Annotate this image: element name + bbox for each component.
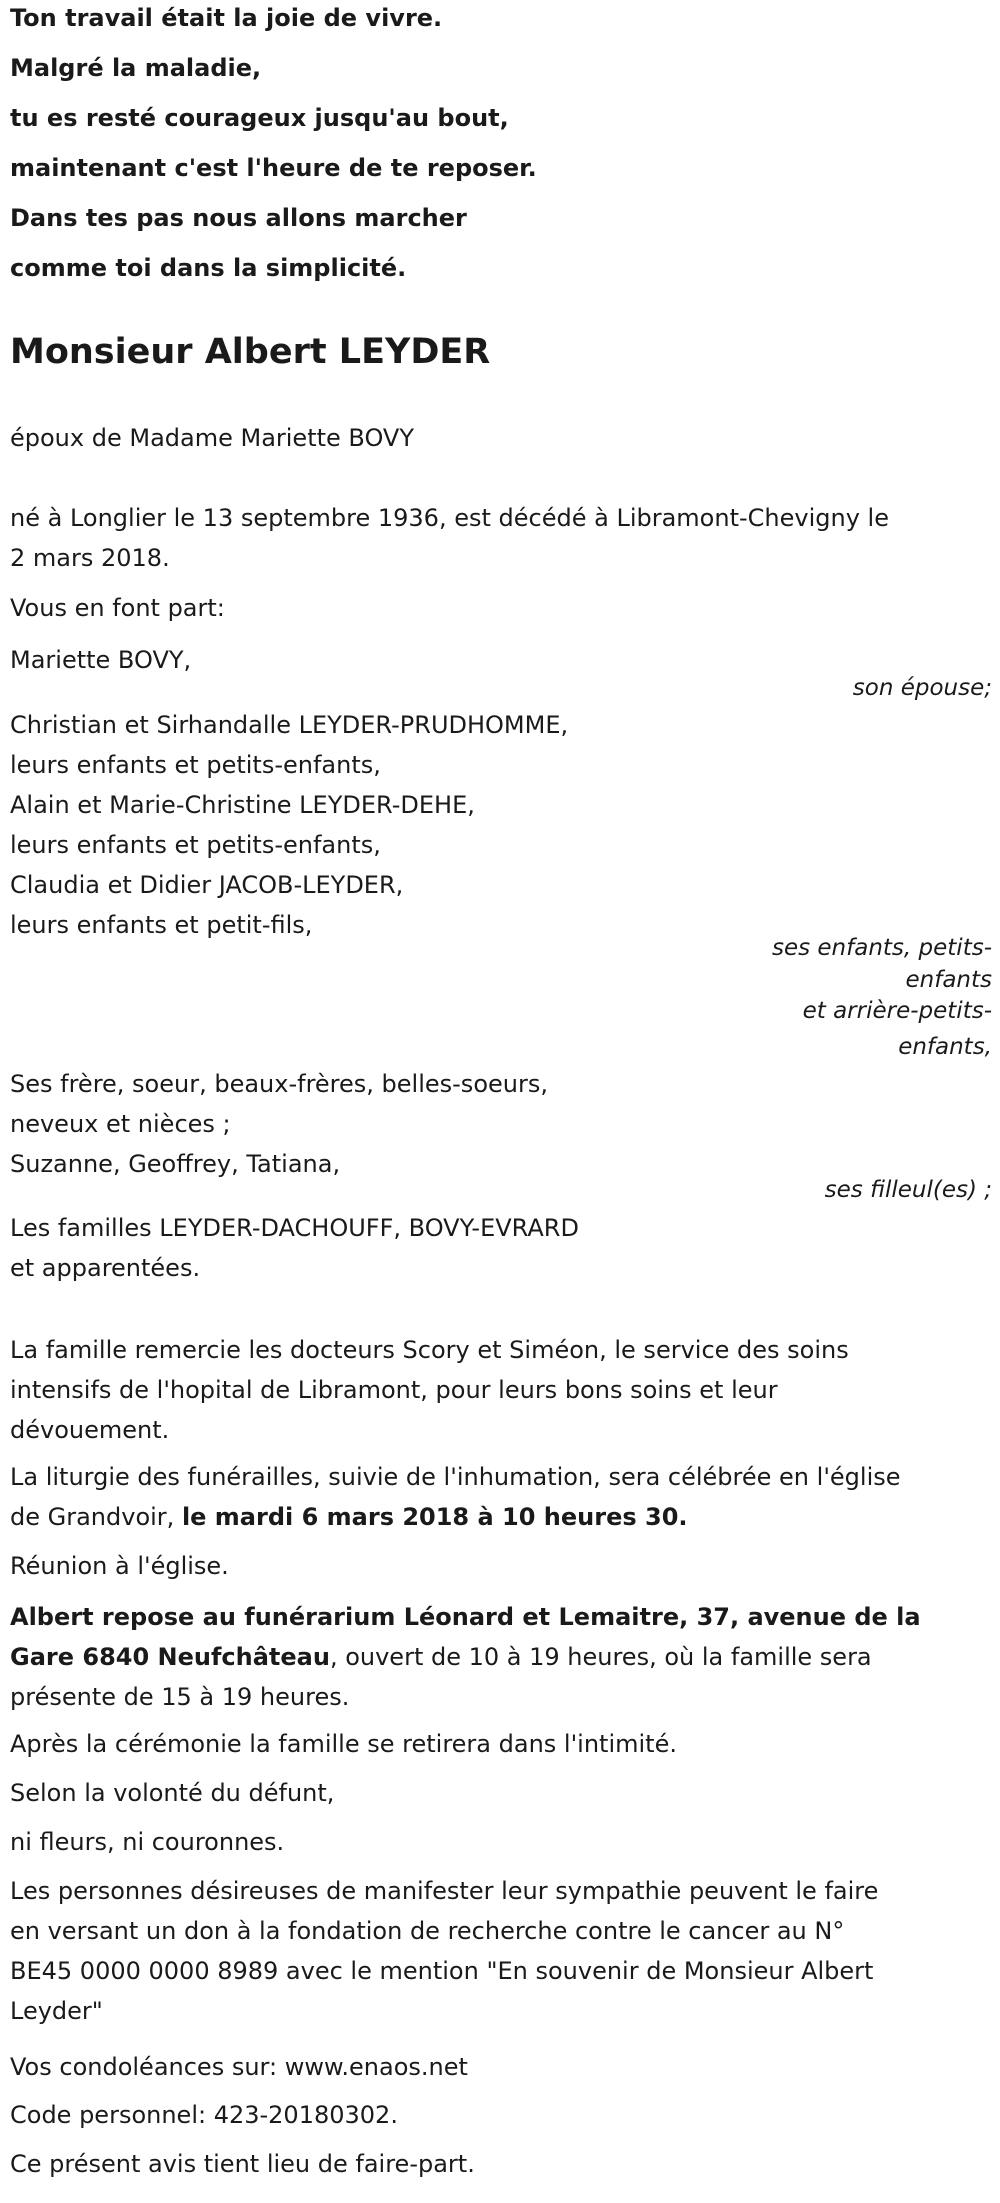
- text-line: en versant un don à la fondation de recherche contre le cancer au N°: [10, 1917, 845, 1945]
- poem-line: maintenant c'est l'heure de te reposer.: [10, 154, 537, 182]
- text-line: BE45 0000 0000 8989 avec le mention "En souvenir de Monsieur Albert: [10, 1957, 874, 1985]
- poem: [10, 0, 992, 293]
- text-line: La famille remercie les docteurs Scory et Siméon, le service des soins: [10, 1336, 849, 1364]
- family-line: Alain et Marie-Christine LEYDER-DEHE,: [10, 791, 475, 819]
- meeting-line: Réunion à l'église.: [10, 1552, 229, 1580]
- grandchildren-role: [10, 995, 992, 1063]
- funeral-home-address: Gare 6840 Neufchâteau: [10, 1643, 330, 1671]
- poem-line: Dans tes pas nous allons marcher: [10, 204, 467, 232]
- children-role: [10, 932, 992, 996]
- wish-line-1: Selon la volonté du défunt,: [10, 1779, 335, 1807]
- personal-code-line: Code personnel: 423-20180302.: [10, 2101, 398, 2129]
- liturgy-place: de Grandvoir,: [10, 1503, 182, 1531]
- poem-line: tu es resté courageux jusqu'au bout,: [10, 104, 509, 132]
- family-line: leurs enfants et petit-fils,: [10, 911, 313, 939]
- text-line: intensifs de l'hopital de Libramont, pour leurs bons soins et leur: [10, 1376, 778, 1404]
- condolences-line: Vos condoléances sur: www.enaos.net: [10, 2053, 468, 2081]
- families-list: [10, 1208, 992, 1288]
- children-list: [10, 705, 992, 945]
- family-line: neveux et nièces ;: [10, 1110, 231, 1138]
- funeral-home-paragraph: [10, 1597, 992, 1717]
- poem-line: Malgré la maladie,: [10, 54, 262, 82]
- role-line: ses enfants, petits-: [771, 935, 992, 961]
- wish-line-2: ni fleurs, ni couronnes.: [10, 1828, 285, 1856]
- role-line: enfants: [905, 967, 992, 993]
- poem-line: comme toi dans la simplicité.: [10, 254, 407, 282]
- text-line: [10, 1637, 992, 1677]
- spouse-role: son épouse;: [852, 675, 992, 701]
- family-line: Suzanne, Geoffrey, Tatiana,: [10, 1150, 341, 1178]
- family-line: Ses frère, soeur, beaux-frères, belles-soeurs,: [10, 1070, 548, 1098]
- family-line: Claudia et Didier JACOB-LEYDER,: [10, 871, 404, 899]
- liturgy-datetime: le mardi 6 mars 2018 à 10 heures 30.: [181, 1503, 688, 1531]
- deceased-name: Monsieur Albert LEYDER: [10, 332, 491, 372]
- opening-hours: , ouvert de 10 à 19 heures, où la famille sera: [329, 1643, 872, 1671]
- role-line: et arrière-petits-: [802, 998, 992, 1024]
- liturgy-paragraph: [10, 1457, 992, 1537]
- after-ceremony-line: Après la cérémonie la famille se retirera dans l'intimité.: [10, 1730, 677, 1758]
- birth-death-line-2: 2 mars 2018.: [10, 544, 170, 572]
- announce-intro: Vous en font part:: [10, 594, 225, 622]
- siblings-list: [10, 1064, 992, 1184]
- poem-line: Ton travail était la joie de vivre.: [10, 4, 443, 32]
- closing-line: Ce présent avis tient lieu de faire-part.: [10, 2150, 475, 2178]
- text-line: Albert repose au funérarium Léonard et Lemaitre, 37, avenue de la: [10, 1603, 921, 1631]
- godchildren-role: ses filleul(es) ;: [824, 1177, 992, 1203]
- family-line: Les familles LEYDER-DACHOUFF, BOVY-EVRARD: [10, 1214, 579, 1242]
- birth-death-line-1: né à Longlier le 13 septembre 1936, est décédé à Libramont-Chevigny le: [10, 504, 889, 532]
- text-line: Leyder": [10, 1997, 103, 2025]
- family-line: et apparentées.: [10, 1254, 201, 1282]
- text-line: présente de 15 à 19 heures.: [10, 1683, 350, 1711]
- thanks-paragraph: [10, 1330, 992, 1450]
- family-line: Christian et Sirhandalle LEYDER-PRUDHOMME,: [10, 711, 569, 739]
- text-line: La liturgie des funérailles, suivie de l'inhumation, sera célébrée en l'église: [10, 1463, 901, 1491]
- text-line: Les personnes désireuses de manifester leur sympathie peuvent le faire: [10, 1877, 879, 1905]
- text-line: dévouement.: [10, 1416, 170, 1444]
- family-spouse: Mariette BOVY,: [10, 646, 192, 674]
- text-line: [10, 1497, 992, 1537]
- family-line: leurs enfants et petits-enfants,: [10, 831, 381, 859]
- donation-paragraph: [10, 1871, 992, 2031]
- spouse-line: époux de Madame Mariette BOVY: [10, 424, 415, 452]
- family-line: leurs enfants et petits-enfants,: [10, 751, 381, 779]
- role-line: enfants,: [898, 1034, 992, 1060]
